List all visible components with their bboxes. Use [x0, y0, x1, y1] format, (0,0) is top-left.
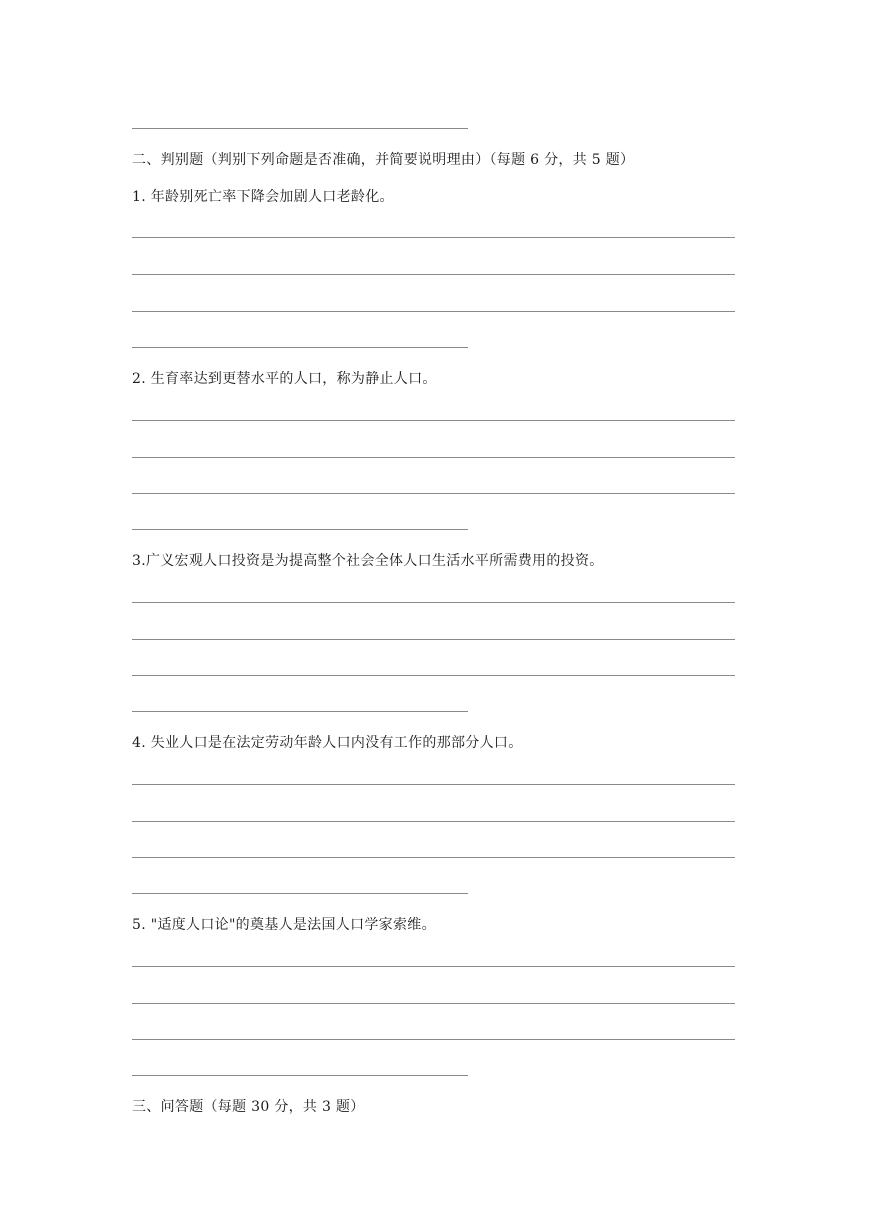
- answer-line: [132, 675, 735, 676]
- answer-line: [132, 1039, 735, 1040]
- question-1: 1. 年龄别死亡率下降会加剧人口老龄化。: [132, 189, 394, 205]
- answer-line: [132, 128, 468, 129]
- answer-line: [132, 893, 468, 894]
- answer-line: [132, 347, 468, 348]
- answer-line: [132, 711, 468, 712]
- answer-line: [132, 420, 735, 421]
- answer-line: [132, 1003, 735, 1004]
- answer-line: [132, 493, 735, 494]
- answer-line: [132, 274, 735, 275]
- answer-line: [132, 966, 735, 967]
- answer-line: [132, 237, 735, 238]
- answer-line: [132, 529, 468, 530]
- question-4: 4. 失业人口是在法定劳动年龄人口内没有工作的那部分人口。: [132, 735, 523, 751]
- answer-line: [132, 602, 735, 603]
- answer-line: [132, 457, 735, 458]
- answer-line: [132, 1075, 468, 1076]
- question-5: 5. "适度人口论"的奠基人是法国人口学家索维。: [132, 917, 436, 933]
- answer-line: [132, 784, 735, 785]
- answer-line: [132, 821, 735, 822]
- answer-line: [132, 639, 735, 640]
- answer-line: [132, 311, 735, 312]
- question-3: 3.广义宏观人口投资是为提高整个社会全体人口生活水平所需费用的投资。: [132, 553, 604, 569]
- section-3-heading: 三、问答题（每题 30 分，共 3 题）: [132, 1099, 365, 1115]
- answer-line: [132, 857, 735, 858]
- question-2: 2. 生育率达到更替水平的人口，称为静止人口。: [132, 371, 437, 387]
- section-2-heading: 二、判别题（判别下列命题是否准确，并简要说明理由）（每题 6 分，共 5 题）: [132, 152, 635, 168]
